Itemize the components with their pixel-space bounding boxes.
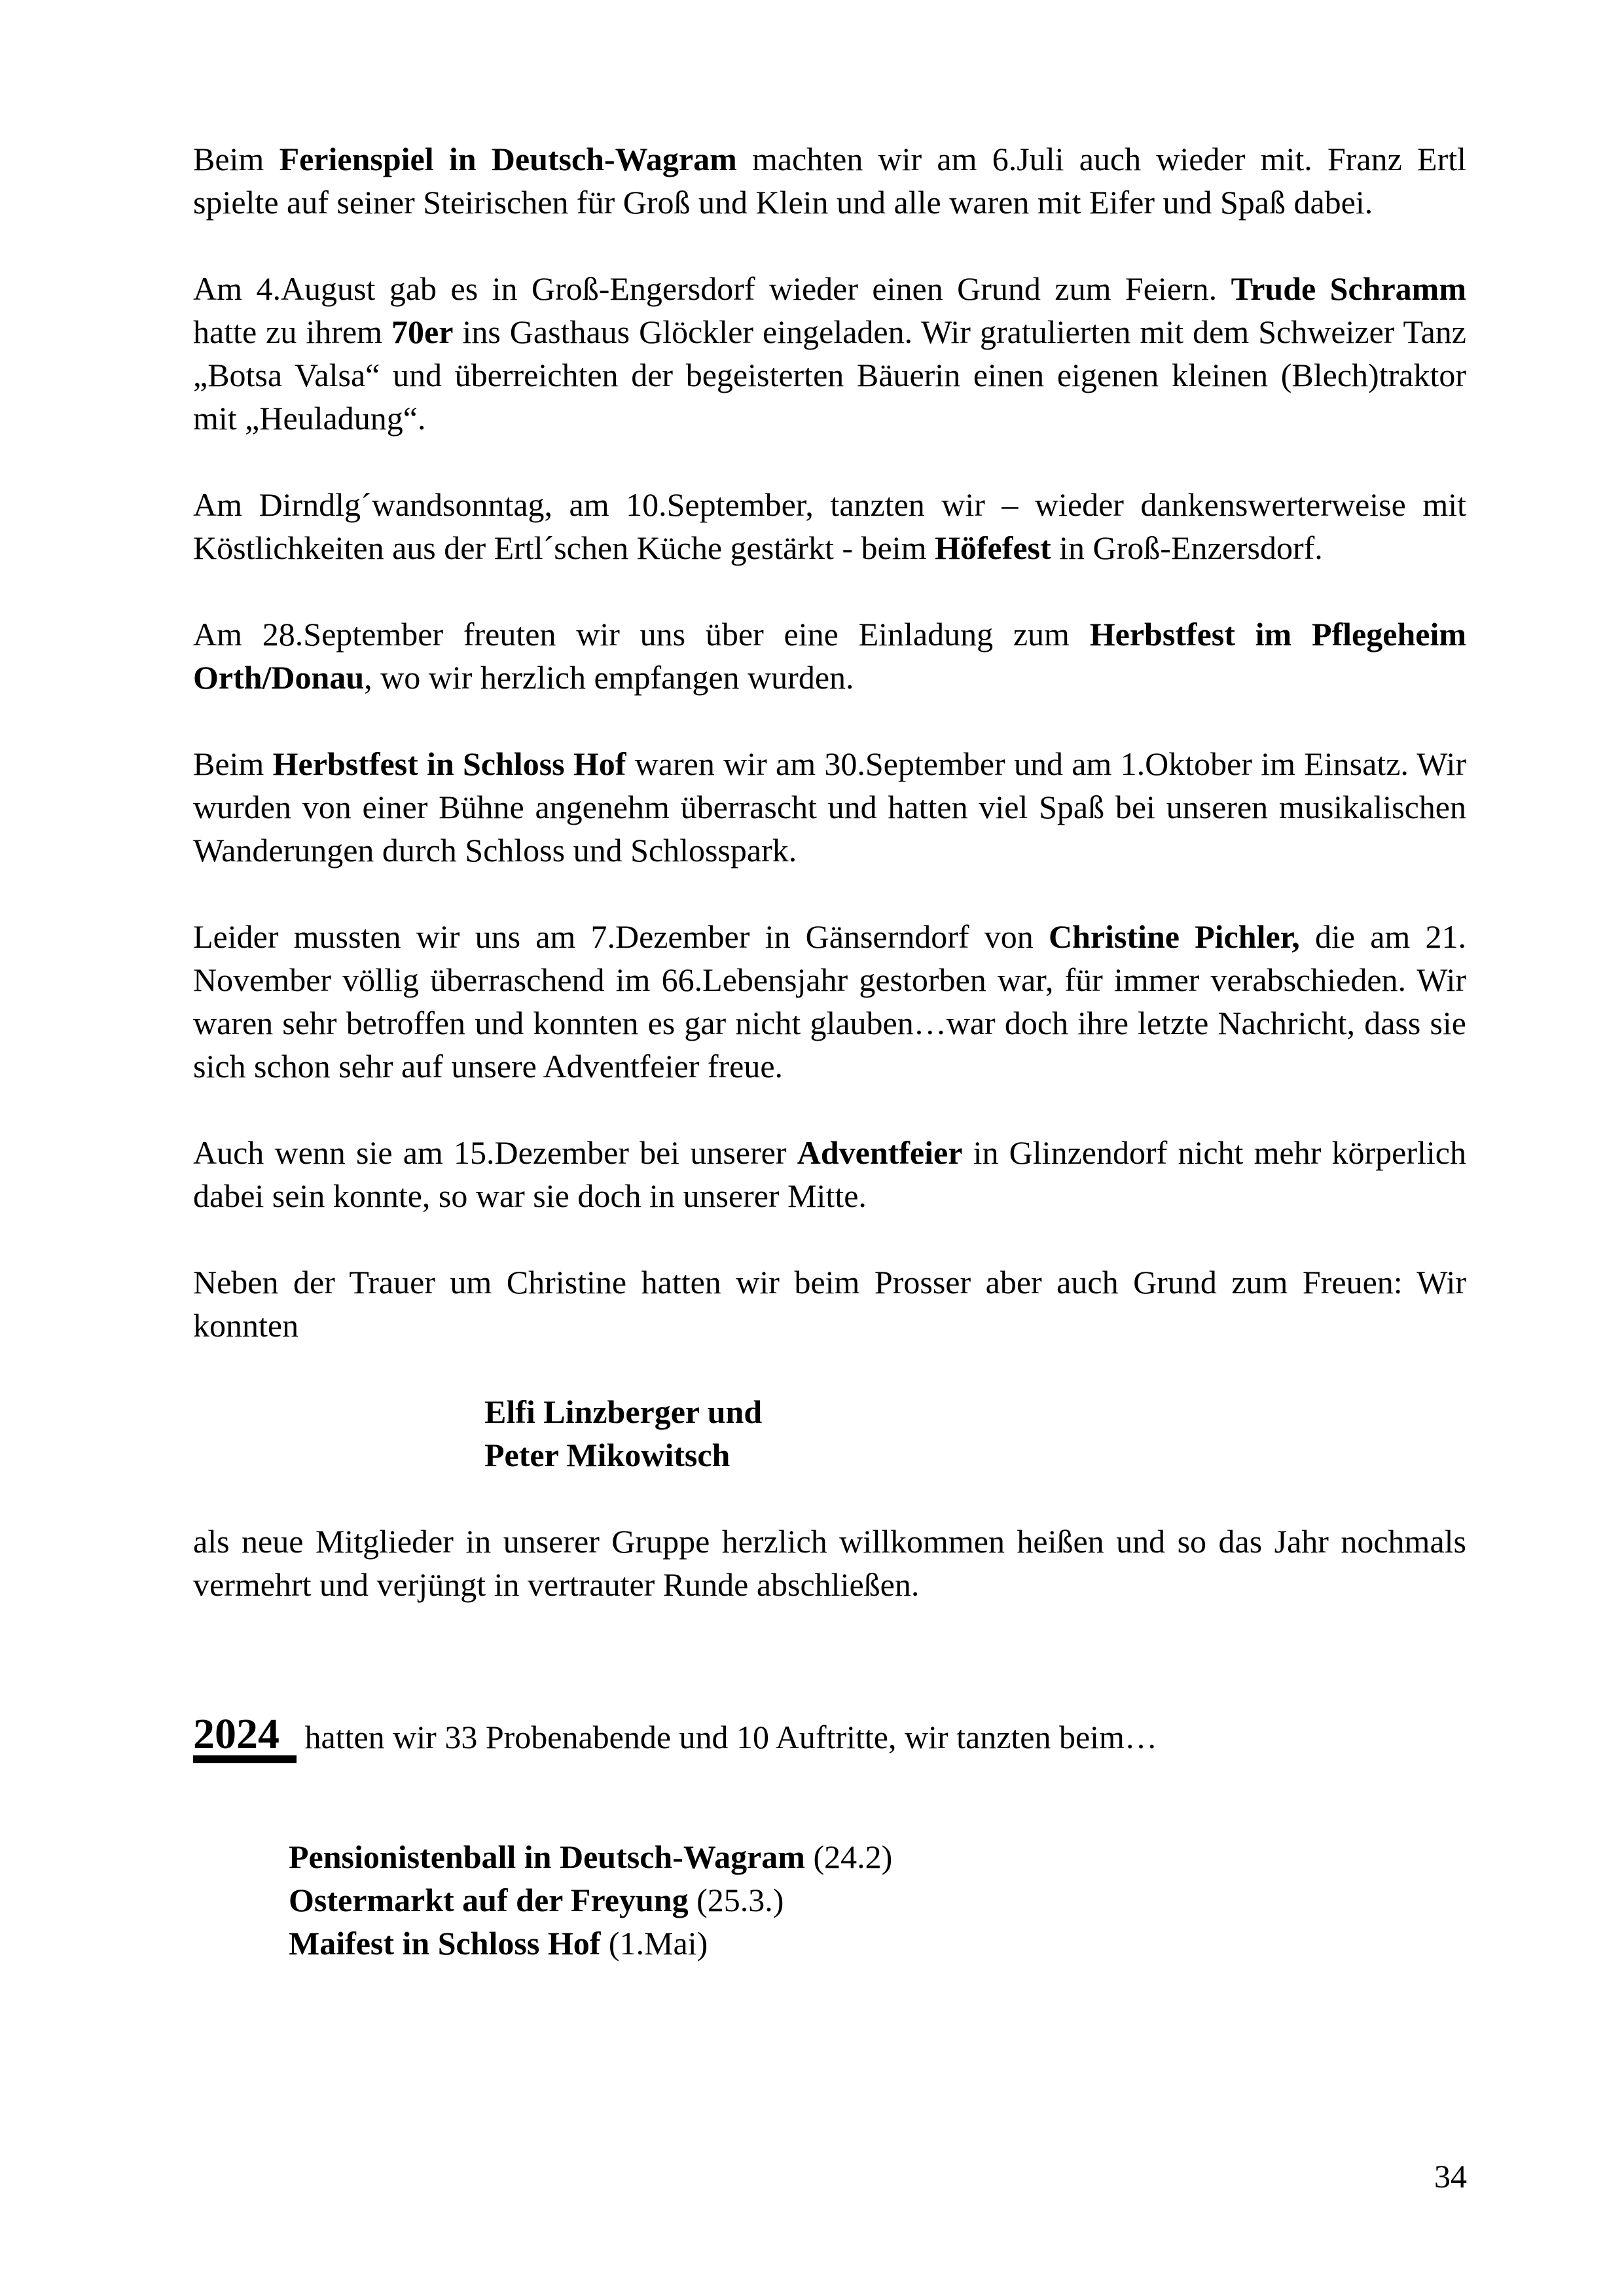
text-run: Christine Pichler, — [1048, 918, 1300, 955]
document-content — [193, 137, 1466, 1965]
event-ostermarkt-freyung — [289, 1878, 1466, 1922]
text-run: in Groß-Enzersdorf. — [1051, 529, 1323, 566]
paragraph-herbstfest-schloss-hof — [193, 742, 1466, 872]
text-run: (1.Mai) — [600, 1925, 708, 1962]
text-run: Adventfeier — [797, 1134, 963, 1171]
paragraph-neue-mitglieder-intro — [193, 1261, 1466, 1347]
member-name: Elfi Linzberger und — [484, 1393, 763, 1430]
text-run: Am 28.September freuten wir uns über eine Einladung zum — [193, 616, 1090, 653]
new-members-names — [484, 1390, 1466, 1477]
member-name: Peter Mikowitsch — [484, 1437, 731, 1473]
text-run: (24.2) — [804, 1839, 893, 1875]
paragraph-neue-mitglieder-schluss — [193, 1520, 1466, 1606]
page-number: 34 — [1434, 2158, 1467, 2195]
text-run: ins Gasthaus Glöckler eingeladen. Wir gratulierten mit dem Schweizer Tanz „Botsa Valsa“ und überreichten der begeisterten Bäuerin einen eigenen kleinen (Blech)traktor mit „Heuladung“. — [193, 314, 1466, 437]
text-run: hatte zu ihrem — [193, 314, 392, 350]
text-run: Trude Schramm — [1231, 270, 1466, 307]
text-run: Ostermarkt auf der Freyung — [289, 1882, 689, 1918]
text-run: als neue Mitglieder in unserer Gruppe herzlich willkommen heißen und so das Jahr nochmals vermehrt und verjüngt in vertrauter Runde abschließen. — [193, 1523, 1466, 1603]
paragraph-dirndlgwandsonntag-hoefefest — [193, 483, 1466, 569]
text-run: (25.3.) — [688, 1882, 784, 1918]
text-run: Auch wenn sie am 15.Dezember bei unserer — [193, 1134, 797, 1171]
paragraph-geburtstag-trude-schramm — [193, 267, 1466, 440]
text-run: Beim — [193, 141, 280, 177]
text-run: Ferienspiel in Deutsch-Wagram — [279, 141, 737, 177]
text-run: Am 4.August gab es in Groß-Engersdorf wieder einen Grund zum Feiern. — [193, 270, 1231, 307]
text-run: Höfefest — [934, 529, 1051, 566]
text-run: Beim — [193, 745, 273, 782]
year-label: 2024 — [193, 1716, 297, 1763]
text-run: die am 21. November völlig überraschend im 66.Lebensjahr gestorben war, für immer verabschieden. Wir waren sehr betroffen und konnten es gar nicht glauben…war doch ihre letzte Nachricht, dass sie sich schon sehr auf unsere Adventfeier freue. — [193, 918, 1466, 1085]
paragraph-christine-pichler — [193, 915, 1466, 1088]
text-run: machten wir am 6.Juli auch wieder mit. Franz Ertl spielte auf seiner Steirischen für Groß und Klein und alle waren mit Eifer und Spaß dabei. — [193, 141, 1467, 221]
text-run: Herbstfest in Schloss Hof — [272, 745, 626, 782]
paragraph-adventfeier — [193, 1131, 1466, 1217]
text-run: Leider mussten wir uns am 7.Dezember in Gänserndorf von — [193, 918, 1049, 955]
text-run: Neben der Trauer um Christine hatten wir beim Prosser aber auch Grund zum Freuen: Wir konnten — [193, 1264, 1466, 1344]
text-run: waren wir am 30.September und am 1.Oktober im Einsatz. Wir wurden von einer Bühne angenehm überrascht und hatten viel Spaß bei unseren musikalischen Wanderungen durch Schloss und Schlosspark. — [193, 745, 1467, 869]
text-run: Herbstfest im Pflegeheim Orth/Donau — [193, 616, 1466, 696]
text-run: in Glinzendorf nicht mehr körperlich dabei sein konnte, so war sie doch in unserer Mitte. — [193, 1134, 1467, 1214]
event-pensionistenball-deutsch-wagram — [289, 1835, 1466, 1878]
year-2024-heading — [193, 1711, 1466, 1763]
text-run: hatten wir 33 Probenabende und 10 Auftritte, wir tanzten beim… — [297, 1719, 1157, 1755]
text-run: Am Dirndlg´wandsonntag, am 10.September, tanzten wir – wieder dankenswerterweise mit Köstlichkeiten aus der Ertl´schen Küche gestärkt - beim — [193, 486, 1466, 566]
text-run: Pensionistenball in Deutsch-Wagram — [289, 1839, 805, 1875]
text-run: , wo wir herzlich empfangen wurden. — [364, 659, 854, 696]
text-run: 70er — [391, 314, 454, 350]
paragraph-herbstfest-orth-donau — [193, 613, 1466, 699]
event-maifest-schloss-hof — [289, 1922, 1466, 1965]
paragraph-ferienspiel — [193, 137, 1466, 224]
text-run: Maifest in Schloss Hof — [289, 1925, 601, 1962]
